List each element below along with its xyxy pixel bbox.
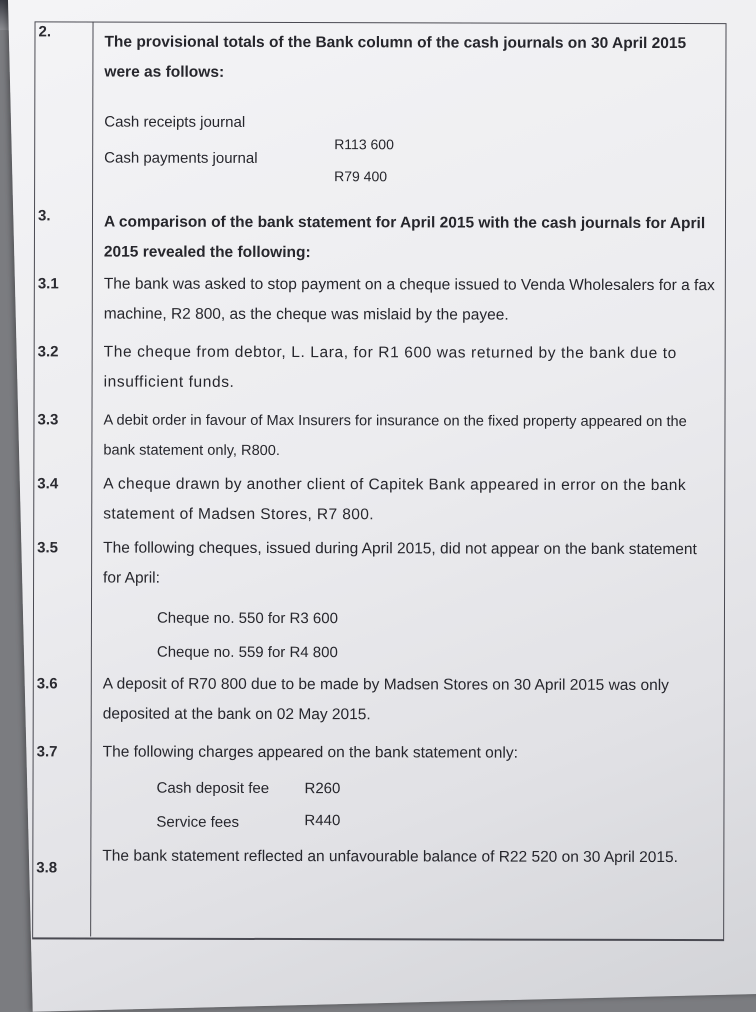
item-text: The bank was asked to stop payment on a cheque issued to Venda Wholesalers for a fax machine, R2 800, as the cheque was mislaid by the payee. [103,275,715,324]
item-text: A debit order in favour of Max Insurers for insurance on the fixed property appeared on the bank statement only, R800. [103,412,687,460]
journal-label: Cash receipts journal [104,113,246,131]
item-text: The following cheques, issued during April 2015, did not appear on the bank statement for April: [103,539,697,587]
charge-amount: R260 [304,780,341,798]
item-text: The cheque from debtor, L. Lara, for R1 600 was returned by the bank due to insufficient funds. [103,343,677,391]
journal-amount: R113 600 [334,136,394,153]
item-number: 3.3 [37,411,59,429]
item-number: 3.8 [36,859,58,877]
item-number: 3.7 [36,743,58,761]
item-text: The bank statement reflected an unfavourable balance of R22 520 on 30 April 2015. [102,847,678,867]
cheque-line: Cheque no. 559 for R4 800 [156,643,338,662]
item-text: A deposit of R70 800 due to be made by Madsen Stores on 30 April 2015 was only deposited at the bank on 02 May 2015. [102,675,669,724]
item-text: The provisional totals of the Bank column of the cash journals on 30 April 2015 were as follows: [104,33,687,81]
item-number: 2. [38,23,52,41]
item-text: A cheque drawn by another client of Capitek Bank appeared in error on the bank statement of Madsen Stores, R7 800. [103,475,687,524]
charge-amount: R440 [304,812,341,830]
charge-label: Service fees [156,813,240,831]
charge-label: Cash deposit fee [156,779,270,797]
item-number: 3.1 [37,275,59,293]
item-number: 3.5 [37,539,59,557]
cheque-line: Cheque no. 550 for R3 600 [156,609,338,628]
journal-label: Cash payments journal [104,149,258,167]
item-number: 3.6 [36,675,58,693]
item-number: 3.4 [37,475,59,493]
question-table [32,21,734,943]
item-number: 3.2 [37,343,59,361]
paper-sheet [8,0,756,1012]
item-text: A comparison of the bank statement for April 2015 with the cash journals for April 2015 revealed the following: [103,213,706,262]
item-number: 3. [37,207,51,225]
journal-amount: R79 400 [334,168,388,185]
item-text: The following charges appeared on the bank statement only: [102,743,518,762]
